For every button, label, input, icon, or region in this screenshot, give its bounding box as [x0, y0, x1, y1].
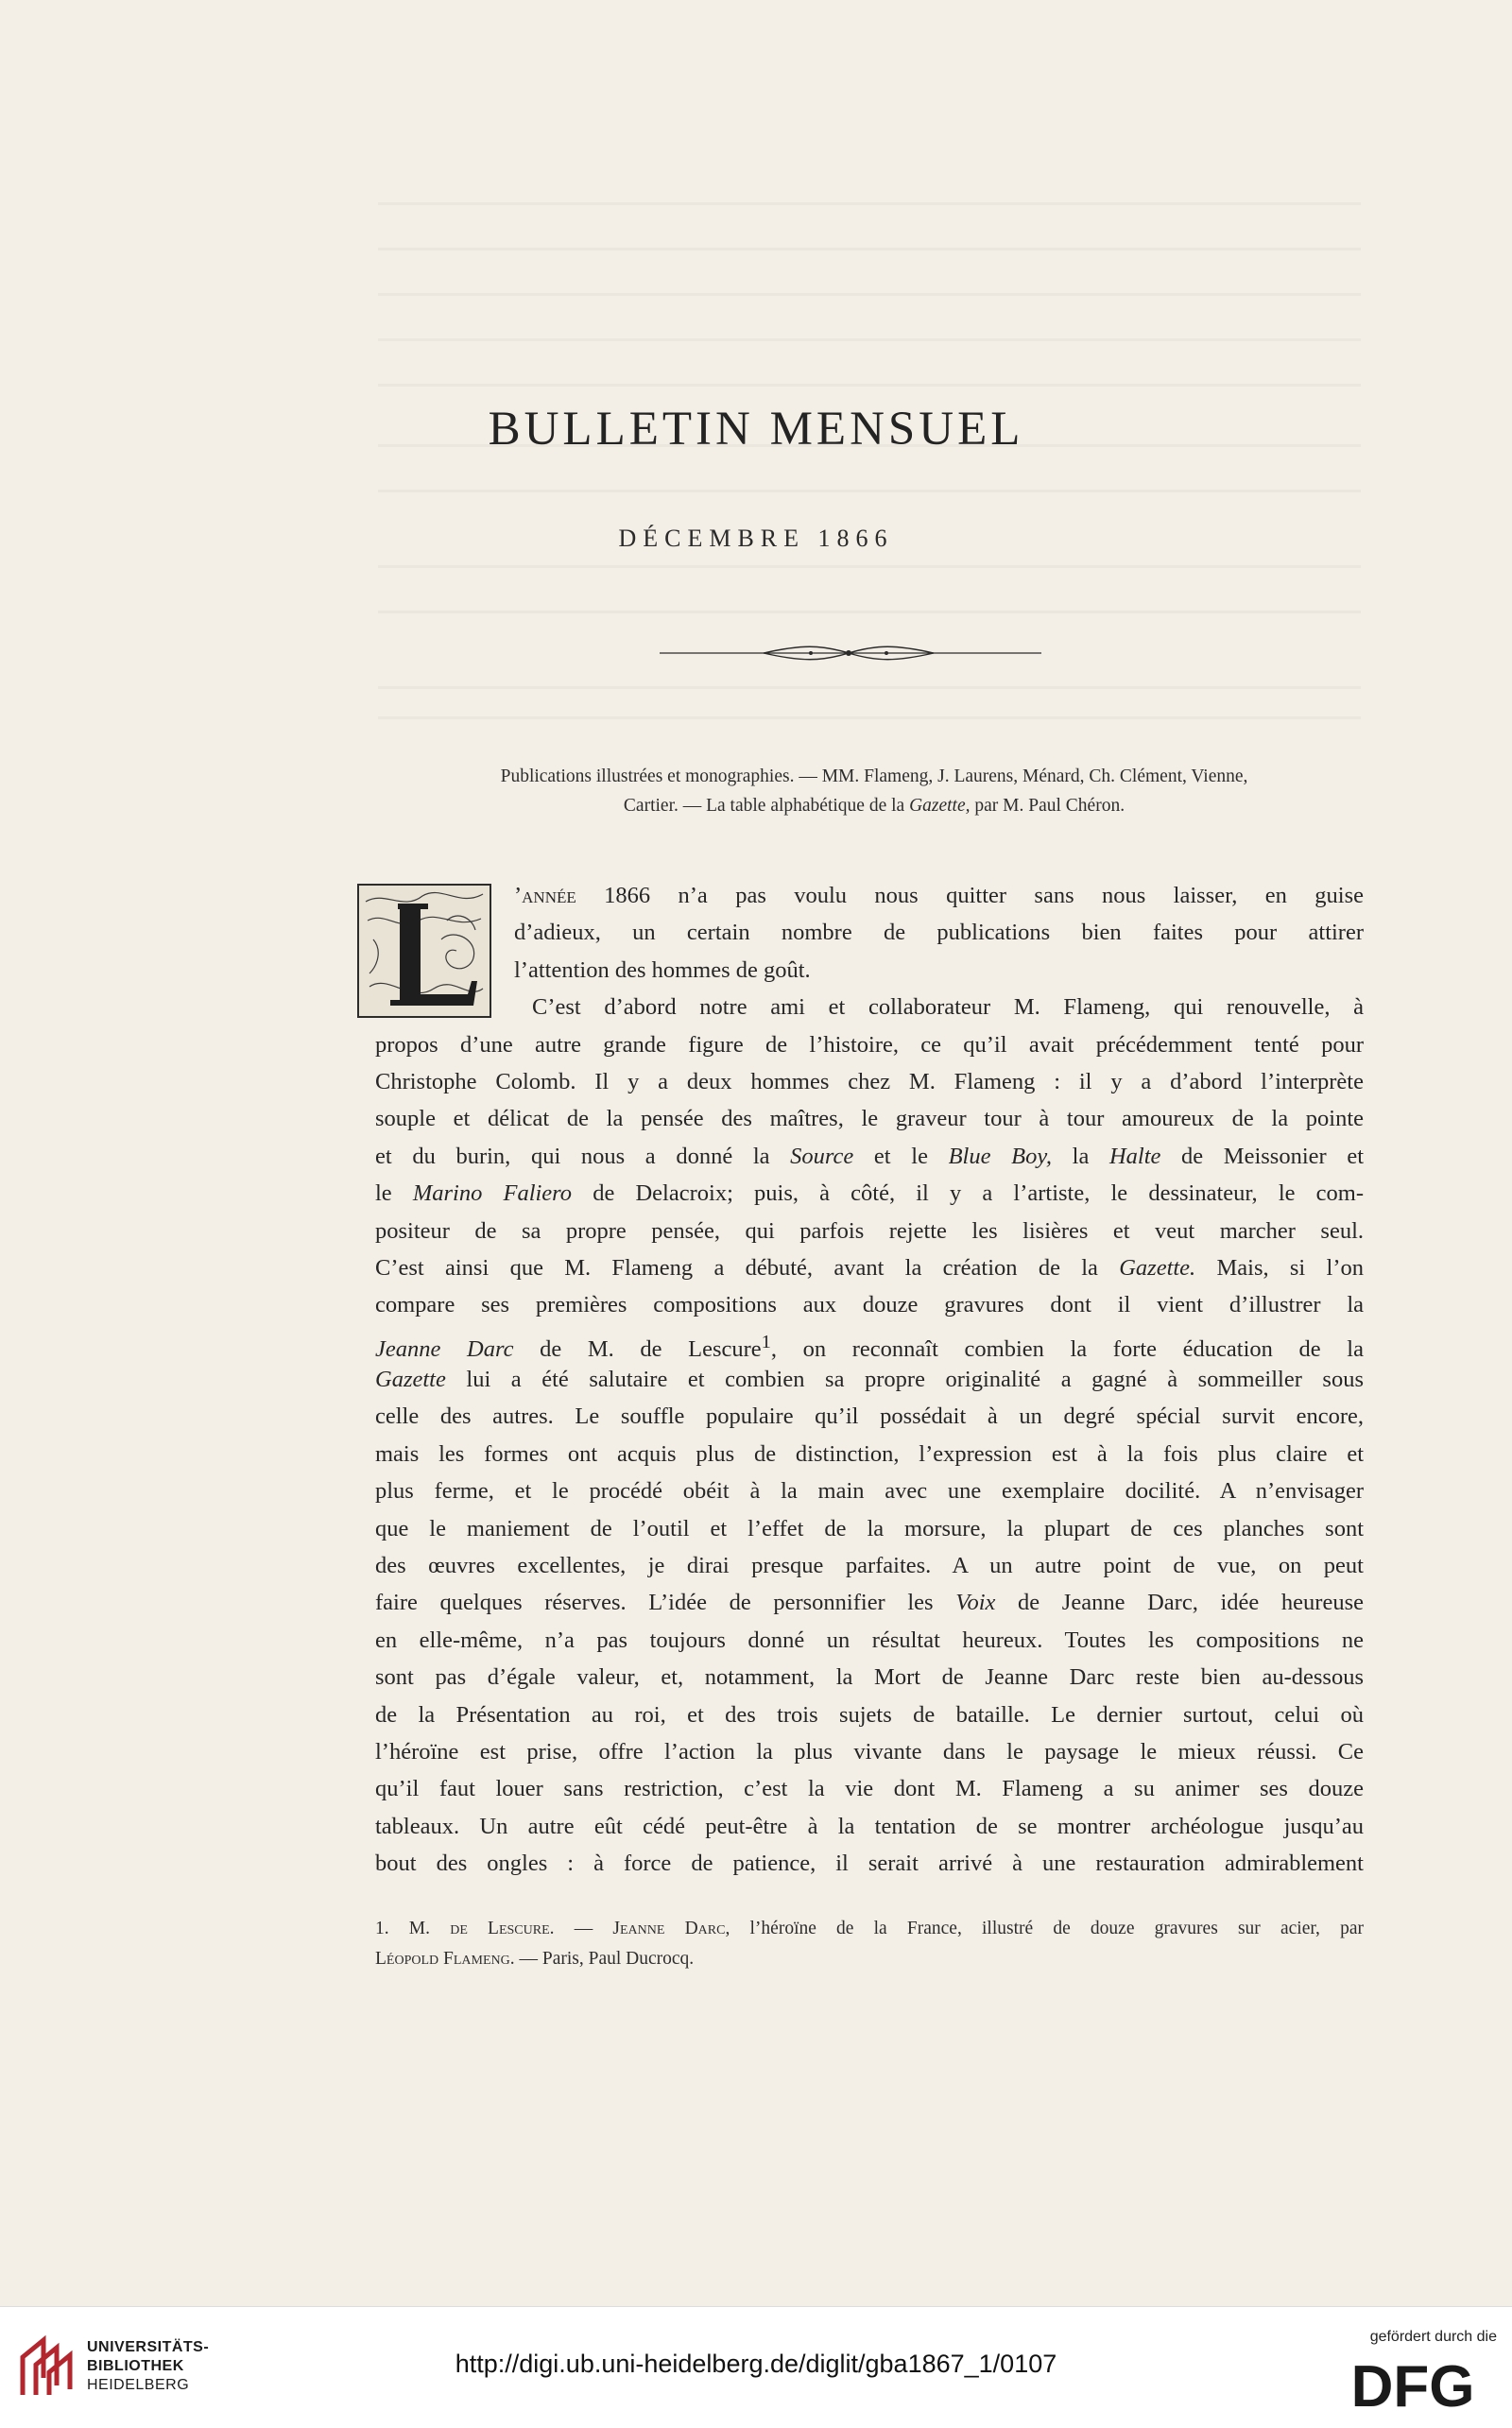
text-line: [375, 1361, 1364, 1398]
small-caps-text: de Lescure.: [450, 1919, 555, 1938]
text-line: [375, 1138, 1364, 1175]
text-line: celle des autres. Le souffle populaire qu’il possédait à un degré spécial survit encore,: [375, 1403, 1364, 1430]
text-line: d’adieux, un certain nombre de publications bien faites pour attirer: [514, 920, 1364, 946]
article-summary: [383, 762, 1366, 820]
artwork-title: Marino Faliero: [412, 1180, 573, 1207]
text-line: mais les formes ont acquis plus de distinction, l’expression est à la fois plus claire et: [375, 1440, 1364, 1467]
text-span: — Paris, Paul Ducrocq.: [514, 1949, 695, 1969]
text-line: l’attention des hommes de goût.: [514, 956, 811, 983]
footnote-number: 1. M.: [375, 1919, 451, 1938]
text-line: compare ses premières compositions aux douze gravures dont il vient d’illustrer la: [375, 1292, 1364, 1318]
artwork-title: Blue Boy,: [948, 1143, 1052, 1169]
text-line: [375, 1584, 1364, 1621]
issue-date: DÉCEMBRE 1866: [618, 525, 894, 552]
small-caps-text: Jeanne Darc,: [612, 1919, 730, 1938]
text-line: bout des ongles : à force de patience, il serait arrivé à une restauration admirablement: [375, 1851, 1364, 1877]
show-through-line: [378, 338, 1361, 341]
publication-title: Gazette.: [1119, 1254, 1196, 1281]
text-span: de M. de Lescure: [513, 1335, 762, 1362]
institution-line: UNIVERSITÄTS-: [87, 2339, 210, 2355]
show-through-line: [378, 248, 1361, 250]
funding-caption: gefördert durch die: [1369, 2329, 1497, 2345]
show-through-line: [378, 611, 1361, 613]
text-line: C’est d’abord notre ami et collaborateur M. Flameng, qui renouvelle, à: [532, 994, 1364, 1021]
dfg-logo-icon[interactable]: [1334, 2355, 1491, 2414]
show-through-line: [378, 202, 1361, 205]
text-line: sont pas d’égale valeur, et, notamment, la Mort de Jeanne Darc reste bien au-dessous: [375, 1664, 1364, 1691]
summary-line: [383, 791, 1366, 820]
text-line: qu’il faut louer sans restriction, c’est la vie dont M. Flameng a su animer ses douze: [375, 1776, 1364, 1802]
article-body: [375, 877, 1364, 1883]
text-line: [375, 1175, 1364, 1212]
show-through-line: [378, 293, 1361, 296]
text-line: [375, 1324, 1364, 1361]
publication-title: Gazette: [375, 1367, 446, 1393]
artwork-title: Source: [790, 1143, 854, 1169]
footnote-line: [375, 1944, 1364, 1974]
text-span: la: [1052, 1143, 1109, 1169]
summary-italic: Gazette,: [909, 796, 971, 816]
text-line: positeur de sa propre pensée, qui parfois rejette les lisières et veut marcher seul.: [375, 1217, 1364, 1244]
text-span: faire quelques réserves. L’idée de personnifier les: [375, 1590, 956, 1616]
text-line: souple et délicat de la pensée des maîtres, le graveur tour à tour amoureux de la pointe: [375, 1106, 1364, 1132]
text-line: que le maniement de l’outil et l’effet de la morsure, la plupart de ces planches sont: [375, 1515, 1364, 1541]
text-span: et du burin, qui nous a donné la: [375, 1143, 791, 1169]
institution-line: HEIDELBERG: [87, 2377, 190, 2393]
text-line: [375, 1249, 1364, 1286]
text-line: [375, 877, 1364, 914]
permalink-url[interactable]: http://digi.ub.uni-heidelberg.de/diglit/gba1867_1/0107: [455, 2350, 1057, 2378]
show-through-line: [378, 565, 1361, 568]
show-through-line: [378, 490, 1361, 492]
text-span: C’est ainsi que M. Flameng a débuté, avant la création de la: [375, 1254, 1120, 1281]
text-line: de la Présentation au roi, et des trois sujets de bataille. Le dernier surtout, celui où: [375, 1701, 1364, 1728]
text-span: , on reconnaît combien la forte éducation de la: [770, 1335, 1364, 1362]
footnote-marker: 1: [761, 1331, 771, 1352]
small-caps-text: ’année: [514, 883, 576, 908]
text-line: Christophe Colomb. Il y a deux hommes chez M. Flameng : il y a d’abord l’interprète: [375, 1068, 1364, 1094]
text-line: en elle-même, n’a pas toujours donné un résultat heureux. Toutes les compositions ne: [375, 1627, 1364, 1653]
artwork-title: Voix: [955, 1590, 996, 1616]
summary-line: Publications illustrées et monographies. — MM. Flameng, J. Laurens, Ménard, Ch. Clément, Vienne,: [500, 766, 1248, 786]
footnote-line: [375, 1914, 1364, 1944]
small-caps-text: Léopold Flameng.: [375, 1949, 515, 1969]
text-line: plus ferme, et le procédé obéit à la main avec une exemplaire docilité. A n’envisager: [375, 1478, 1364, 1505]
show-through-line: [378, 716, 1361, 719]
summary-text: Cartier. — La table alphabétique de la: [623, 796, 910, 816]
text-span: de Delacroix; puis, à côté, il y a l’artiste, le dessinateur, le com-: [572, 1180, 1364, 1207]
institution-line: BIBLIOTHEK: [87, 2358, 184, 2374]
artwork-title: Halte: [1108, 1143, 1161, 1169]
summary-text: par M. Paul Chéron.: [970, 796, 1125, 816]
funder-logo-text: DFG: [1350, 2355, 1475, 2414]
text-line: des œuvres excellentes, je dirai presque parfaites. A un autre point de vue, on peut: [375, 1553, 1364, 1579]
show-through-line: [378, 384, 1361, 387]
text-span: et le: [853, 1143, 949, 1169]
footnote: [375, 1914, 1364, 1974]
text-line: propos d’une autre grande figure de l’histoire, ce qu’il avait précédemment tenté pour: [375, 1031, 1364, 1058]
show-through-line: [378, 686, 1361, 689]
book-title: Jeanne Darc: [375, 1335, 514, 1362]
text-span: le: [375, 1180, 413, 1207]
text-span: de Meissonier et: [1160, 1143, 1365, 1169]
text-span: lui a été salutaire et combien sa propre originalité a gagné à sommeiller sous: [445, 1367, 1364, 1393]
text-span: l’héroïne de la France, illustré de douze gravures sur acier, par: [730, 1919, 1365, 1938]
text-line: l’héroïne est prise, offre l’action la plus vivante dans le paysage le mieux réussi. Ce: [375, 1738, 1364, 1765]
text-span: 1866 n’a pas voulu nous quitter sans nous laisser, en guise: [576, 883, 1364, 908]
text-span: —: [554, 1919, 613, 1938]
text-span: Mais, si l’on: [1195, 1254, 1364, 1281]
page-title: BULLETIN MENSUEL: [488, 403, 1024, 456]
text-line: tableaux. Un autre eût cédé peut-être à la tentation de se montrer archéologue jusqu’au: [375, 1813, 1364, 1839]
text-span: de Jeanne Darc, idée heureuse: [995, 1590, 1364, 1616]
ornament-rule-icon: [660, 639, 1041, 667]
